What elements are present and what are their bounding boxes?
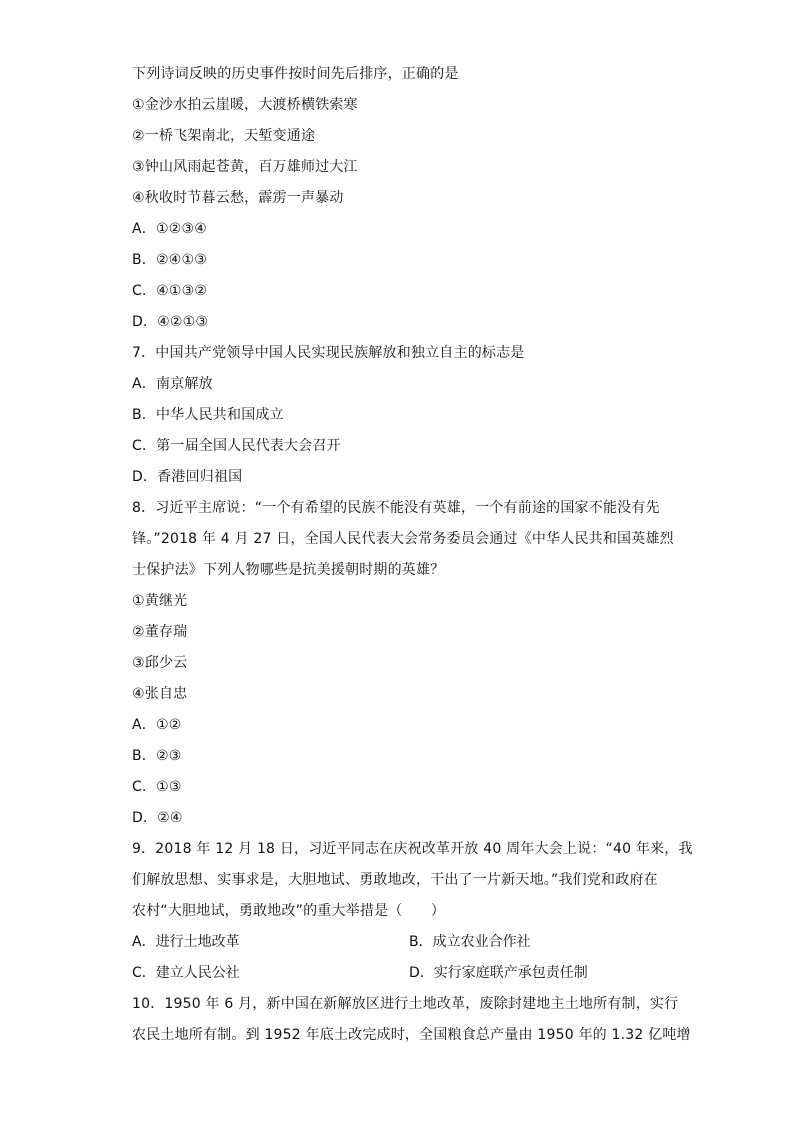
q8-option-b: B．②③ xyxy=(132,748,182,764)
q9-option-b: B．成立农业合作社 xyxy=(409,934,531,950)
q9-stem-line-3: 农村“大胆地试，勇敢地改”的重大举措是（ ） xyxy=(132,903,446,919)
q6-option-a: A．①②③④ xyxy=(132,221,207,237)
q8-option-a: A．①② xyxy=(132,717,182,733)
q10-stem-line-1: 10．1950 年 6 月，新中国在新解放区进行土地改革，废除封建地主土地所有制，实行 xyxy=(132,996,679,1012)
q7-option-b: B．中华人民共和国成立 xyxy=(132,407,284,423)
q8-item-4: ④张自忠 xyxy=(132,686,188,702)
q8-stem-line-1: 8．习近平主席说：“一个有希望的民族不能没有英雄，一个有前途的国家不能没有先 xyxy=(132,500,660,516)
q6-item-1: ①金沙水拍云崖暖，大渡桥横铁索寒 xyxy=(132,97,358,113)
q6-option-b: B．②④①③ xyxy=(132,252,208,268)
q7-option-c: C．第一届全国人民代表大会召开 xyxy=(132,438,341,454)
q6-stem: 下列诗词反映的历史事件按时间先后排序，正确的是 xyxy=(132,66,459,82)
q6-item-3: ③钟山风雨起苍黄，百万雄师过大江 xyxy=(132,159,358,175)
question-content xyxy=(132,63,693,1055)
q8-option-d: D．②④ xyxy=(132,810,183,826)
q6-option-c: C．④①③② xyxy=(132,283,208,299)
q6-item-4: ④秋收时节暮云愁，霹雳一声暴动 xyxy=(132,190,344,206)
q9-options-row-2 xyxy=(132,962,662,993)
q7-option-a: A．南京解放 xyxy=(132,376,213,392)
q9-option-a: A．进行土地改革 xyxy=(132,934,240,950)
q9-stem-line-2: 们解放思想、实事求是，大胆地试、勇敢地改，干出了一片新天地。”我们党和政府在 xyxy=(132,872,658,888)
q8-option-c: C．①③ xyxy=(132,779,182,795)
q7-stem: 7．中国共产党领导中国人民实现民族解放和独立自主的标志是 xyxy=(132,345,525,361)
q8-stem-line-2: 锋。”2018 年 4 月 27 日，全国人民代表大会常务委员会通过《中华人民共和国英雄烈 xyxy=(132,531,674,547)
q10-stem-line-2: 农民土地所有制。到 1952 年底土改完成时，全国粮食总产量由 1950 年的 1.32 亿吨增 xyxy=(132,1027,691,1043)
q8-stem-line-3: 士保护法》下列人物哪些是抗美援朝时期的英雄？ xyxy=(132,562,445,578)
q8-item-1: ①黄继光 xyxy=(132,593,188,609)
q9-stem-line-1: 9．2018 年 12 月 18 日，习近平同志在庆祝改革开放 40 周年大会上说：“40 年来，我 xyxy=(132,841,693,857)
q7-option-d: D．香港回归祖国 xyxy=(132,469,243,485)
q8-item-3: ③邱少云 xyxy=(132,655,188,671)
q9-options-row-1 xyxy=(132,931,662,962)
q9-option-c: C．建立人民公社 xyxy=(132,965,240,981)
q8-item-2: ②董存瑞 xyxy=(132,624,188,640)
q6-item-2: ②一桥飞架南北，天堑变通途 xyxy=(132,128,316,144)
q6-option-d: D．④②①③ xyxy=(132,314,209,330)
q9-option-d: D．实行家庭联产承包责任制 xyxy=(409,965,588,981)
